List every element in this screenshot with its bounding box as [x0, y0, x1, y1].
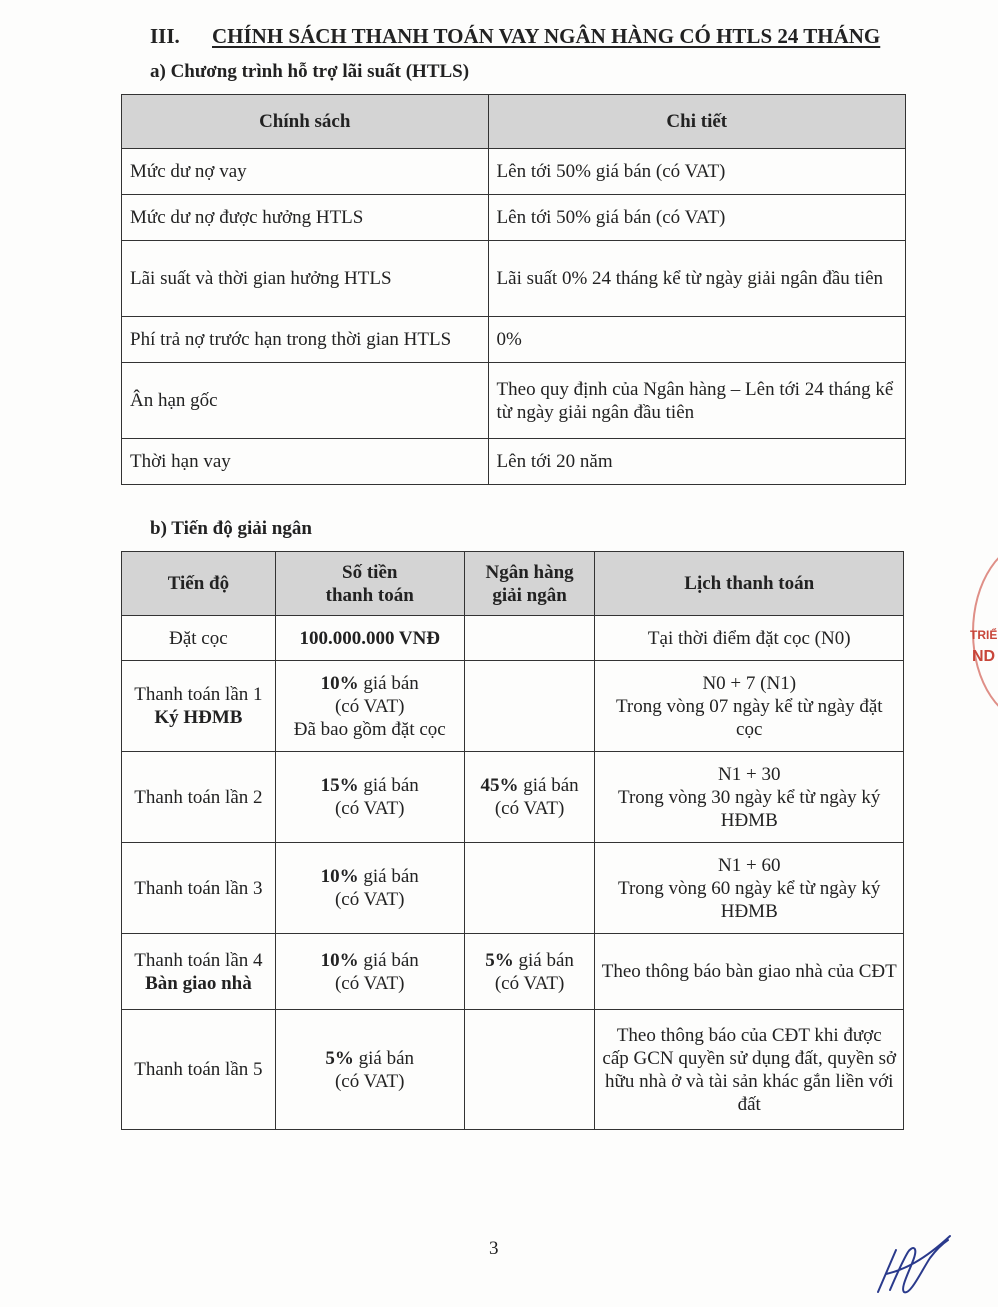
- amount-cell: 100.000.000 VNĐ: [275, 616, 464, 661]
- table-row: [122, 241, 906, 317]
- stage-cell: Thanh toán lần 3: [122, 843, 276, 934]
- amount-text: giá bán: [358, 949, 419, 971]
- stage-cell: Đặt cọc: [122, 616, 276, 661]
- table-row: [122, 752, 904, 843]
- detail-cell: Lãi suất 0% 24 tháng kể từ ngày giải ngân đầu tiên: [488, 241, 905, 317]
- schedule-cell: [595, 661, 904, 752]
- schedule-formula: N1 + 30: [718, 763, 781, 785]
- bank-cell: [464, 1010, 595, 1130]
- table-header-row: [122, 552, 904, 616]
- table-row: [122, 363, 906, 439]
- schedule-formula: N1 + 60: [718, 854, 781, 876]
- section-heading: [150, 24, 880, 49]
- amount-cell: [275, 1010, 464, 1130]
- table-row: [122, 149, 906, 195]
- schedule-text: Trong vòng 07 ngày kể từ ngày đặt cọc: [615, 695, 883, 740]
- bank-cell: [464, 661, 595, 752]
- part-a-title: a) Chương trình hỗ trợ lãi suất (HTLS): [150, 61, 470, 82]
- table-row: [122, 616, 904, 661]
- policy-cell: Mức dư nợ được hưởng HTLS: [122, 195, 489, 241]
- column-header-schedule: Lịch thanh toán: [595, 552, 904, 616]
- stage-cell: [122, 934, 276, 1010]
- policy-cell: Thời hạn vay: [122, 439, 489, 485]
- column-header-bank: [464, 552, 595, 616]
- amount-cell: [275, 843, 464, 934]
- header-line: Ngân hàng: [485, 561, 574, 583]
- header-line: Số tiền: [342, 561, 398, 583]
- amount-percent: 10%: [320, 949, 359, 971]
- policy-cell: Lãi suất và thời gian hưởng HTLS: [122, 241, 489, 317]
- amount-text: giá bán: [358, 866, 419, 887]
- schedule-formula: N0 + 7 (N1): [702, 672, 797, 694]
- interest-support-table: [121, 94, 906, 485]
- table-row: [122, 317, 906, 363]
- amount-vat: (có VAT): [334, 889, 405, 910]
- amount-cell: [275, 661, 464, 752]
- schedule-text: Trong vòng 60 ngày kể từ ngày ký HĐMB: [618, 877, 881, 922]
- amount-percent: 15%: [320, 775, 359, 796]
- page-number: 3: [489, 1238, 499, 1259]
- bank-cell: [464, 843, 595, 934]
- amount-vat: (có VAT): [334, 972, 405, 994]
- part-b-title: b) Tiến độ giải ngân: [150, 518, 312, 539]
- column-header-stage: Tiến độ: [122, 552, 276, 616]
- amount-note: Đã bao gồm đặt cọc: [293, 718, 446, 740]
- stage-cell: Thanh toán lần 5: [122, 1010, 276, 1130]
- column-header-detail: Chi tiết: [488, 95, 905, 149]
- section-title: CHÍNH SÁCH THANH TOÁN VAY NGÂN HÀNG CÓ HTLS 24 THÁNG: [212, 24, 881, 48]
- schedule-text: Trong vòng 30 ngày kể từ ngày ký HĐMB: [618, 786, 881, 831]
- amount-text: giá bán: [358, 775, 419, 796]
- stamp-text: ND: [972, 648, 996, 665]
- disbursement-table: [121, 551, 904, 1130]
- schedule-cell: [595, 752, 904, 843]
- bank-vat: (có VAT): [494, 798, 565, 819]
- detail-cell: Lên tới 50% giá bán (có VAT): [488, 149, 905, 195]
- column-header-amount: [275, 552, 464, 616]
- amount-percent: 5%: [325, 1047, 354, 1069]
- header-line: thanh toán: [325, 584, 414, 606]
- amount-text: giá bán: [353, 1047, 415, 1069]
- policy-cell: Ân hạn gốc: [122, 363, 489, 439]
- policy-cell: Mức dư nợ vay: [122, 149, 489, 195]
- detail-cell: 0%: [488, 317, 905, 363]
- section-number: III.: [150, 24, 180, 48]
- schedule-cell: Tại thời điểm đặt cọc (N0): [595, 616, 904, 661]
- schedule-cell: [595, 843, 904, 934]
- bank-vat: (có VAT): [494, 972, 565, 994]
- amount-vat: (có VAT): [334, 798, 405, 819]
- amount-vat: (có VAT): [334, 695, 405, 717]
- bank-percent: 45%: [480, 775, 519, 796]
- stage-note: Bàn giao nhà: [145, 972, 252, 994]
- table-row: [122, 1010, 904, 1130]
- detail-cell: Theo quy định của Ngân hàng – Lên tới 24 tháng kể từ ngày giải ngân đầu tiên: [488, 363, 905, 439]
- amount-percent: 10%: [320, 672, 359, 694]
- table-header-row: [122, 95, 906, 149]
- stage-label: Thanh toán lần 4: [134, 949, 263, 971]
- bank-cell: [464, 616, 595, 661]
- red-stamp: [962, 540, 998, 720]
- bank-cell: [464, 752, 595, 843]
- stage-cell: [122, 661, 276, 752]
- table-row: [122, 843, 904, 934]
- detail-cell: Lên tới 20 năm: [488, 439, 905, 485]
- bank-percent: 5%: [485, 949, 514, 971]
- amount-text: giá bán: [358, 672, 419, 694]
- table-row: [122, 934, 904, 1010]
- table-row: [122, 439, 906, 485]
- signature-icon: [860, 1230, 960, 1300]
- bank-text: giá bán: [518, 775, 579, 796]
- amount-vat: (có VAT): [334, 1070, 405, 1092]
- schedule-cell: Theo thông báo của CĐT khi được cấp GCN quyền sử dụng đất, quyền sở hữu nhà ở và tài sản khác gắn liền với đất: [595, 1010, 904, 1130]
- column-header-policy: Chính sách: [122, 95, 489, 149]
- header-line: giải ngân: [492, 584, 567, 606]
- stage-label: Thanh toán lần 1: [134, 684, 263, 705]
- policy-cell: Phí trả nợ trước hạn trong thời gian HTLS: [122, 317, 489, 363]
- detail-cell: Lên tới 50% giá bán (có VAT): [488, 195, 905, 241]
- amount-cell: [275, 752, 464, 843]
- bank-text: giá bán: [513, 949, 574, 971]
- schedule-cell: Theo thông báo bàn giao nhà của CĐT: [595, 934, 904, 1010]
- table-row: [122, 661, 904, 752]
- stage-cell: Thanh toán lần 2: [122, 752, 276, 843]
- amount-percent: 10%: [320, 866, 359, 887]
- amount-cell: [275, 934, 464, 1010]
- stage-note: Ký HĐMB: [154, 707, 243, 728]
- bank-cell: [464, 934, 595, 1010]
- stamp-text: TRIỂ: [970, 628, 998, 642]
- table-row: [122, 195, 906, 241]
